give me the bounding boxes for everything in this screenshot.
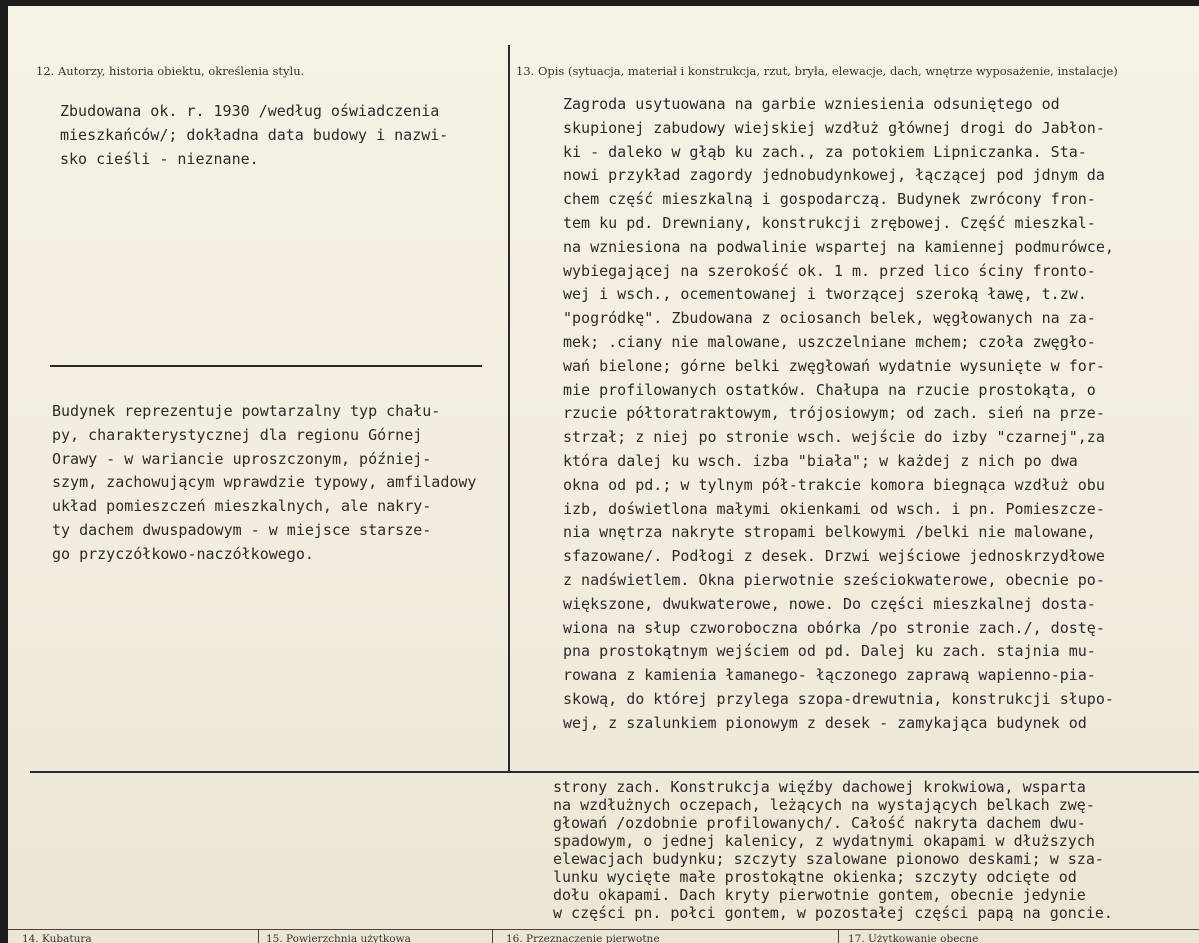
section-13-header: 13. Opis (sytuacja, materiał i konstrukcja, rzut, bryła, elewacje, dach, wnętrze wyposażenie, instalacje) xyxy=(516,64,1118,78)
description-text: Zagroda usytuowana na garbie wzniesienia odsuniętego od skupionej zabudowy wiejskiej wzdłuż głównej drogi do Jabłon- ki - daleko w głąb ku zach., za potokiem Lipniczanka. Sta- nowi przykład zagordy jednobudynkowej, łączącej pod jdnym da chem część mieszkalną i gospodarczą. Budynek zwrócony fron- tem ku pd. Drewniany, konstrukcji zrębowej. Część mieszkal- na wzniesiona na podwalinie wspartej na kamiennej podmurówce, wybiegającej na szerokość ok. 1 m. przed lico ściny fronto- wej i wsch., ocementowanej i tworzącej szeroką ławę, t.zw. "pogródkę". Zbudowana z ociosanch belek, węgłowanych na za- mek; .ciany nie malowane, uszczelniane mchem; czoła zwęgło- wań bielone; górne belki zwęgłowań wydatnie wysunięte w for- mie profilowanych ostatków. Chałupa na rzucie prostokąta, o rzucie półtoratraktowym, trójosiowym; od zach. sień na prze- strzał; z niej po stronie wsch. wejście do izby "czarnej",za która dalej ku wsch. izba "biała"; w każdej z nich po dwa okna od pd.; w tylnym pół-trakcie komora biegnąca wzdłuż obu izb, doświetlona małymi okienkami od wsch. i pn. Pomieszcze- nia wnętrza nakryte stropami belkowymi /belki nie malowane, sfazowane/. Podłogi z desek. Drzwi wejściowe jednoskrzydłowe z nadświetlem. Okna pierwotnie sześciokwaterowe, obecnie po- większone, dwukwaterowe, nowe. Do części mieszkalnej dosta- wiona na słup czworoboczna obórka /po stronie zach./, dostę- pna prostokątnym wejściem od pd. Dalej ku zach. stajnia mu- rowana z kamienia łamanego- łączonego zaprawą wapienno-pia- skową, do której przylega szopa-drewutnia, konstrukcji słupo- wej, z szalunkiem pionowym z desek - zamykająca budynek od xyxy=(563,95,1114,732)
section-16-label: 16. Przeznaczenie pierwotne xyxy=(506,933,660,943)
history-text: Zbudowana ok. r. 1930 /według oświadczenia mieszkańców/; dokładna data budowy i nazwi- sko cieśli - nieznane. xyxy=(60,102,449,168)
column-divider xyxy=(508,45,510,772)
footer-separator xyxy=(838,929,839,943)
section-17-label: 17. Użytkowanie obecne xyxy=(848,933,979,943)
style-text: Budynek reprezentuje powtarzalny typ chału- py, charakterystycznej dla regionu Górnej Orawy - w wariancie uproszczonym, później- szym, zachowującym wprawdzie typowy, amfiladowy układ pomieszczeń mieszkalnych, ale nakry- ty dachem dwuspadowym - w miejsce starsze- go przyczółkowo-naczółkowego. xyxy=(52,402,477,563)
description-continuation-text: strony zach. Konstrukcja więźby dachowej krokwiowa, wsparta na wzdłużnych oczepach, leżących na wystających belkach zwę- głowań /ozdobnie profilowanych/. Całość nakryta dachem dwu- spadowym, o jednej kalenicy, z wydatnymi okapami w dłuższych elewacjach budynku; szczyty szalowane pionowo deskami; w sza- lunku wycięte małe prostokątne okienka; szczyty odcięte od dołu okapami. Dach kryty pierwotnie gontem, obecnie jedynie w części pn. połci gontem, w pozostałej części papą na goncie. xyxy=(553,778,1113,922)
scan-top-edge xyxy=(0,0,1199,6)
footer-separator xyxy=(258,929,259,943)
horizontal-divider xyxy=(30,771,1199,773)
section-12-header: 12. Autorzy, historia obiektu, określenia stylu. xyxy=(36,64,305,78)
section-14-label: 14. Kubatura xyxy=(22,933,92,943)
section-15-label: 15. Powierzchnia użytkowa xyxy=(266,933,411,943)
left-section-rule xyxy=(50,365,482,367)
scan-left-edge xyxy=(0,0,8,943)
footer-rule xyxy=(8,929,1199,930)
footer-separator xyxy=(492,929,493,943)
